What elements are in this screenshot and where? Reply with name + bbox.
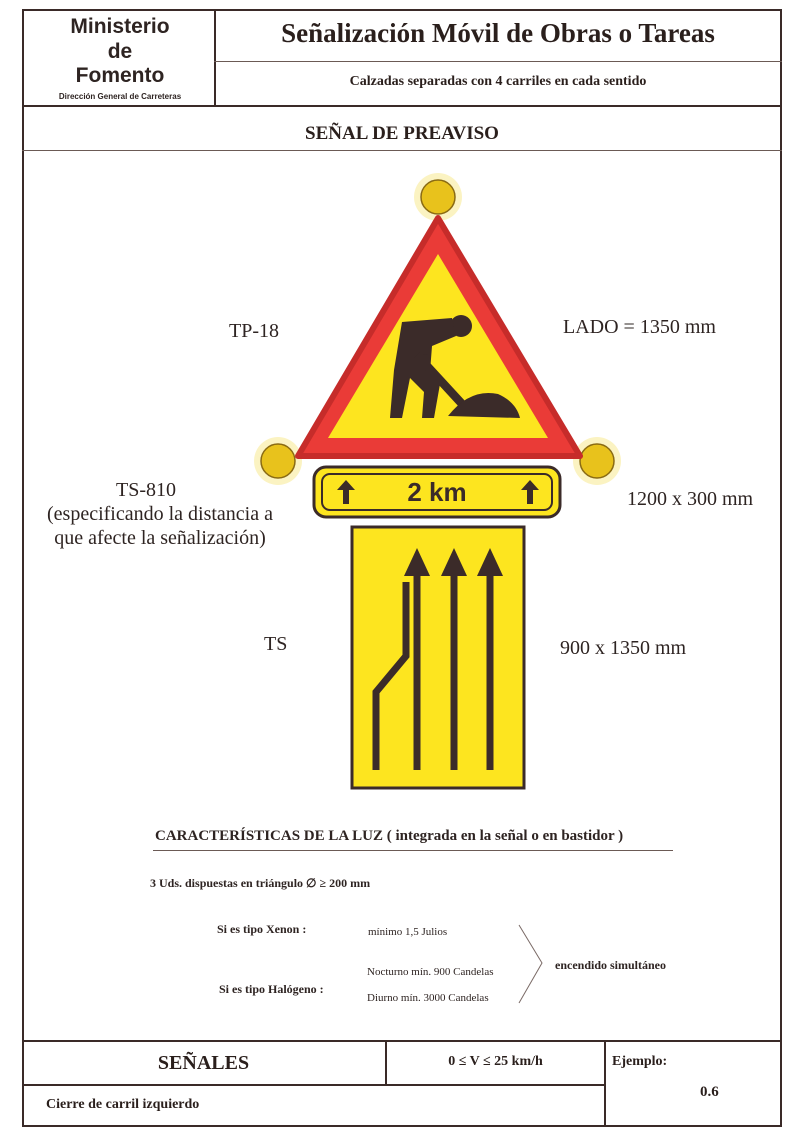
logo-line-2: de (107, 40, 133, 63)
brace-bracket (517, 923, 547, 1005)
footer-category: SEÑALES (157, 1052, 250, 1074)
page-subtitle: Calzadas separadas con 4 carriles en cada sentido (349, 74, 647, 89)
lights-units: 3 Uds. dispuestas en triángulo ∅ ≥ 200 mm (150, 876, 371, 890)
xenon-value: mínimo 1,5 Julios (368, 926, 448, 938)
lights-heading-title: CARACTERÍSTICAS DE LA LUZ (155, 828, 383, 844)
footer-example-number: 0.6 (700, 1084, 719, 1100)
halogen-label: Si es tipo Halógeno : (219, 982, 324, 996)
ts810-description-1: (especificando la distancia a (47, 503, 273, 525)
tp18-label: TP-18 (229, 320, 279, 342)
warning-lamp-top (414, 173, 462, 221)
lights-heading-note: ( integrada en la señal o en bastidor ) (386, 828, 624, 844)
halogen-night: Nocturno mín. 900 Candelas (367, 966, 494, 978)
xenon-label: Si es tipo Xenon : (217, 922, 307, 936)
page-title: Señalización Móvil de Obras o Tareas (281, 18, 715, 48)
simultaneous-note: encendido simultáneo (555, 958, 667, 972)
ts-label: TS (264, 633, 288, 655)
footer-example-label: Ejemplo: (612, 1054, 668, 1069)
footer-description: Cierre de carril izquierdo (46, 1097, 200, 1112)
tp18-size: LADO = 1350 mm (563, 316, 716, 338)
footer-divider-b (604, 1040, 606, 1127)
logo-line-1: Ministerio (70, 15, 170, 38)
lights-heading (155, 828, 623, 845)
footer-mid-divider (22, 1084, 605, 1086)
warning-lamp-right (573, 437, 621, 485)
logo-line-3: Fomento (75, 64, 165, 87)
halogen-day: Diurno mín. 3000 Candelas (367, 992, 489, 1004)
section-title: SEÑAL DE PREAVISO (305, 123, 499, 144)
logo-subtitle: Dirección General de Carreteras (58, 92, 182, 101)
lights-heading-underline (153, 850, 673, 851)
tp18-warning-triangle (298, 218, 580, 456)
ts-size: 900 x 1350 mm (560, 637, 687, 659)
ts-lane-closure-sign (352, 527, 524, 788)
footer-top-divider (22, 1040, 782, 1042)
footer-speed: 0 ≤ V ≤ 25 km/h (448, 1054, 543, 1069)
warning-lamp-left (254, 437, 302, 485)
ts810-label: TS-810 (116, 479, 176, 501)
ts810-distance-text: 2 km (407, 477, 467, 507)
ts810-size: 1200 x 300 mm (627, 488, 754, 510)
ts810-description-2: que afecte la señalización) (54, 527, 266, 549)
